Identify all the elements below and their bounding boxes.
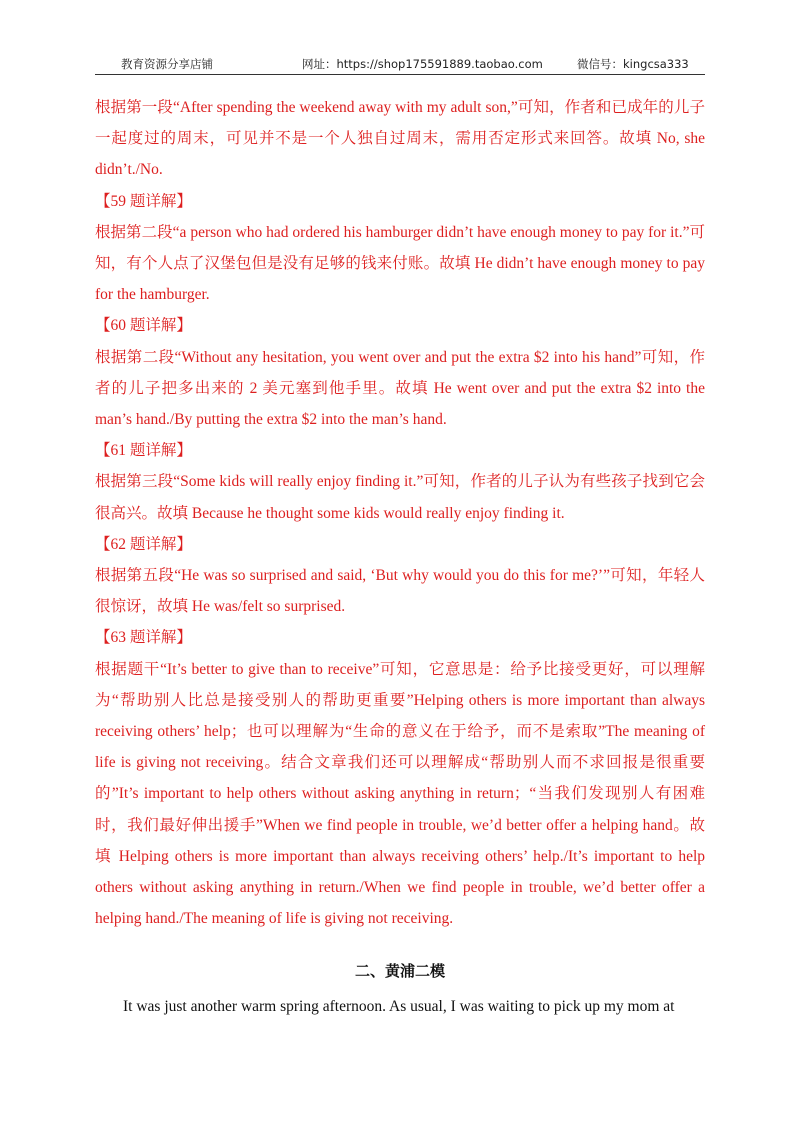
explanation-58: 根据第一段“After spending the weekend away with my adult son,”可知，作者和已成年的儿子一起度过的周末，可见并不是一个人独自过周末，需用否定形式来回答。故填 No, she didn’t./No. [95, 99, 705, 179]
question-heading-60: 【60 题详解】 [95, 317, 192, 335]
question-heading-62: 【62 题详解】 [95, 535, 192, 553]
explanation-60: 根据第二段“Without any hesitation, you went over and put the extra $2 into his hand”可知，作者的儿子把多出来的 2 美元塞到他手里。故填 He went over and put the extra $2 into the man’s hand./By putting the extra $2 into the man’s hand. [95, 348, 705, 429]
question-heading-63: 【63 题详解】 [95, 629, 192, 647]
explanation-59: 根据第二段“a person who had ordered his hamburger didn’t have enough money to pay for it.”可知，有个人点了汉堡包但是没有足够的钱来付账。故填 He didn’t have enough money to pay for the hamburger. [95, 223, 705, 304]
section-title: 二、黄浦二模 [354, 962, 445, 980]
page-header [95, 52, 705, 75]
explanation-62: 根据第五段“He was so surprised and said, ‘But why would you do this for me?’”可知，年轻人很惊讶，故填 He was/felt so surprised. [95, 567, 705, 616]
explanation-61: 根据第三段“Some kids will really enjoy finding it.”可知，作者的儿子认为有些孩子找到它会很高兴。故填 Because he thought some kids would really enjoy finding it. [95, 473, 705, 522]
header-website: 网址：https://shop175591889.taobao.com [302, 57, 543, 71]
header-shop-name: 教育资源分享店铺 [121, 57, 213, 71]
header-wechat: 微信号：kingcsa333 [577, 57, 689, 71]
story-first-line: It was just another warm spring afternoon. As usual, I was waiting to pick up my mom at [123, 998, 675, 1015]
question-heading-61: 【61 题详解】 [95, 442, 192, 460]
answer-explanations [95, 92, 705, 934]
explanation-63: 根据题干“It’s better to give than to receive”可知，它意思是：给予比接受更好，可以理解为“帮助别人比总是接受别人的帮助更重要”Helping others is more important than always receiving others’ help；也可以理解为“生命的意义在于给予，而不是索取”The meaning of life is giving not receiving。结合文章我们还可以理解成“帮助别人而不求回报是很重要的”It’s important to help others without asking anything in return；“当我们发现别人有困难时，我们最好伸出援手”When we find people in trouble, we’d better offer a helping hand。故填 Helping others is more important than always receiving others’ help./It’s important to help others without asking anything in return./When we find people in trouble, we’d better offer a helping hand./The meaning of life is giving not receiving. [95, 660, 705, 928]
question-heading-59: 【59 题详解】 [95, 192, 192, 210]
